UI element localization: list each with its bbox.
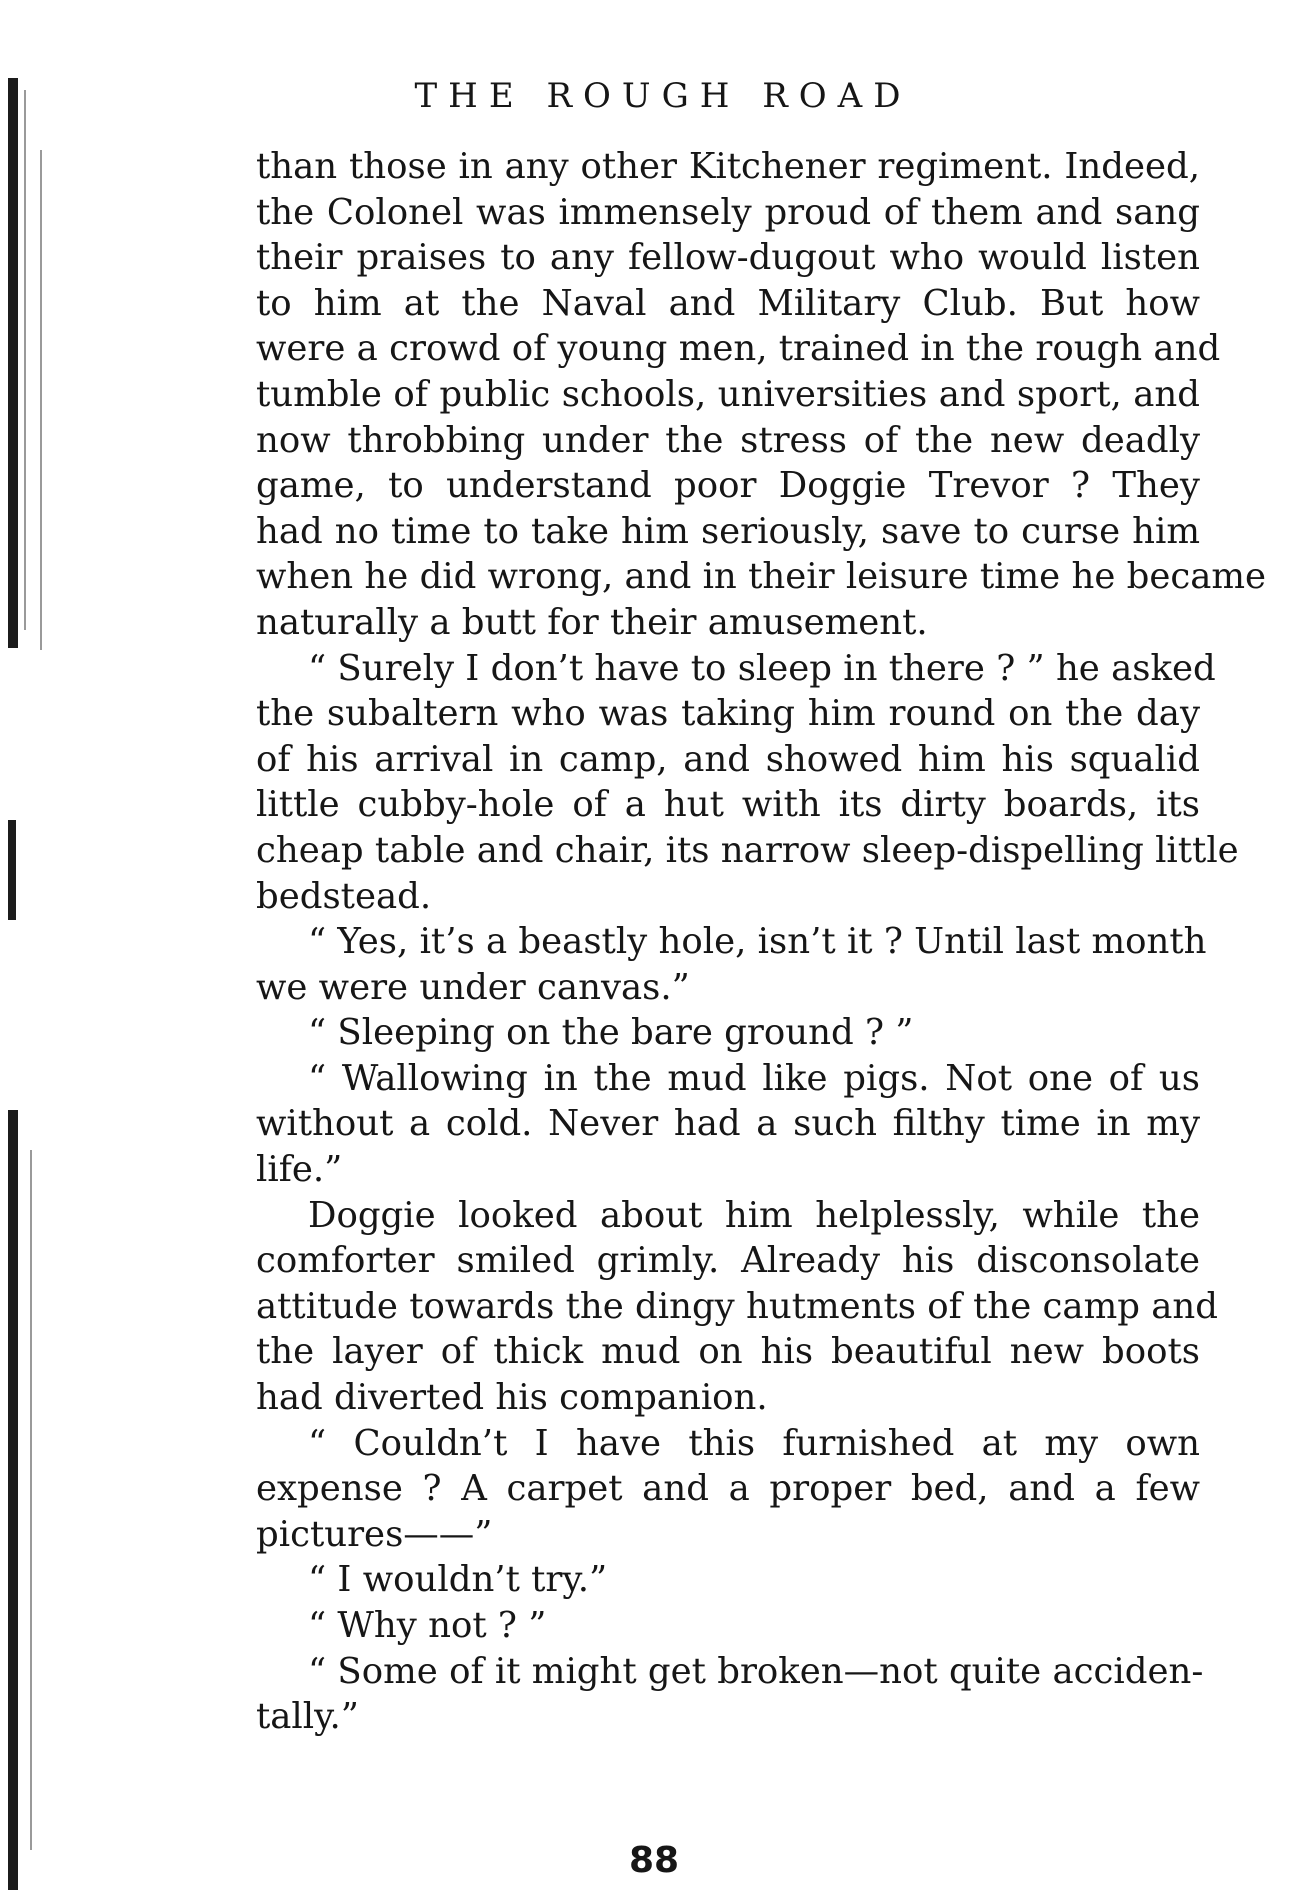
text-line: without a cold. Never had a such filthy time in my [256, 1103, 1200, 1145]
text-line: naturally a butt for their amusement. [256, 601, 928, 643]
text-line: the layer of thick mud on his beautiful new boots [256, 1331, 1200, 1373]
text-line: pictures——” [256, 1513, 493, 1555]
text-line: than those in any other Kitchener regiment. Indeed, [256, 146, 1200, 187]
running-head: THE ROUGH ROAD [414, 76, 912, 116]
text-line: to him at the Naval and Military Club. But how [256, 282, 1200, 324]
binding-edge-speck [24, 90, 26, 630]
text-line: comforter smiled grimly. Already his disconsolate [256, 1240, 1200, 1282]
text-line: had no time to take him seriously, save to curse him [256, 510, 1200, 552]
binding-edge-mark [8, 1110, 18, 1890]
text-line: “ Surely I don’t have to sleep in there ? ” he asked [308, 647, 1216, 689]
text-line: when he did wrong, and in their leisure time he became [256, 556, 1267, 598]
text-line: “ Yes, it’s a beastly hole, isn’t it ? Until last month [308, 921, 1207, 963]
text-line: “ Couldn’t I have this furnished at my own [308, 1422, 1200, 1464]
text-line: their praises to any fellow-dugout who would listen [256, 237, 1200, 279]
page-number: 88 [628, 1840, 680, 1881]
text-line: now throbbing under the stress of the new deadly [256, 419, 1200, 461]
binding-edge-speck [40, 150, 42, 650]
text-line: attitude towards the dingy hutments of the camp and [256, 1285, 1219, 1327]
text-line: were a crowd of young men, trained in the rough and [256, 328, 1221, 370]
text-line: “ Why not ? ” [308, 1605, 547, 1646]
text-line: tumble of public schools, universities and sport, and [256, 373, 1200, 415]
text-line: little cubby-hole of a hut with its dirty boards, its [256, 784, 1200, 826]
binding-edge-speck [30, 1150, 32, 1850]
text-line: life.” [256, 1149, 343, 1191]
text-line: “ Sleeping on the bare ground ? ” [308, 1012, 914, 1054]
body-text [256, 144, 1267, 1740]
text-line: cheap table and chair, its narrow sleep-dispelling little [256, 829, 1239, 871]
binding-edge-mark [8, 820, 16, 920]
text-line: Doggie looked about him helplessly, while the [308, 1194, 1200, 1236]
text-line: “ Wallowing in the mud like pigs. Not one of us [308, 1057, 1200, 1099]
text-line: the subaltern who was taking him round on the day [256, 693, 1200, 735]
text-line: bedstead. [256, 875, 432, 917]
text-line: we were under canvas.” [256, 966, 690, 1008]
text-line: “ Some of it might get broken—not quite acciden- [308, 1650, 1204, 1692]
text-line: had diverted his companion. [256, 1377, 768, 1419]
text-line: tally.” [256, 1696, 359, 1738]
text-line: expense ? A carpet and a proper bed, and a few [256, 1468, 1200, 1510]
text-line: game, to understand poor Doggie Trevor ? They [256, 465, 1200, 507]
text-line: “ I wouldn’t try.” [308, 1559, 608, 1601]
binding-edge-mark [8, 78, 18, 648]
text-line: of his arrival in camp, and showed him his squalid [256, 738, 1200, 780]
text-line: the Colonel was immensely proud of them and sang [256, 191, 1200, 233]
